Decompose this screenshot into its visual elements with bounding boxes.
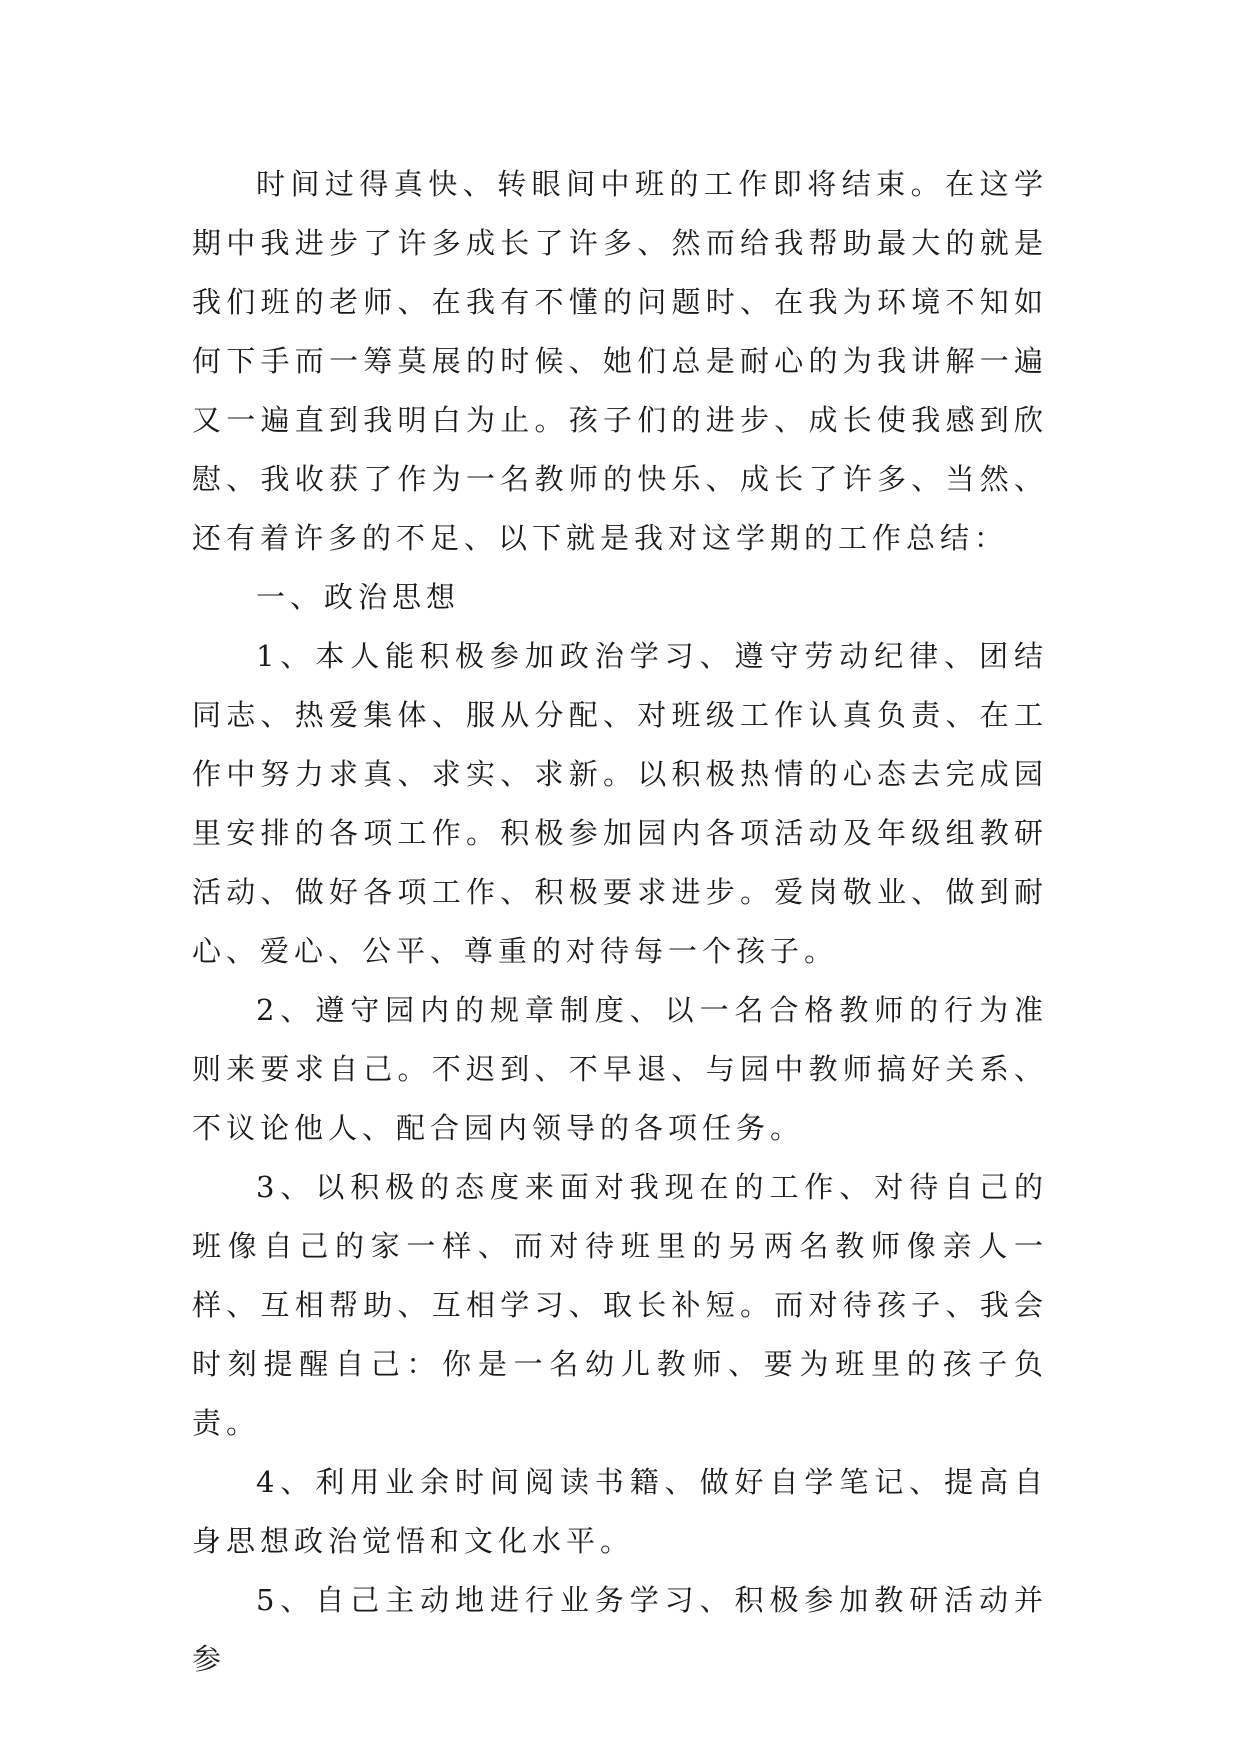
document-body — [192, 155, 1048, 1689]
paragraph-item-2: 2、遵守园内的规章制度、以一名合格教师的行为准则来要求自己。不迟到、不早退、与园中教师搞好关系、不议论他人、配合园内领导的各项任务。 — [192, 993, 1048, 1145]
paragraph-item-4: 4、利用业余时间阅读书籍、做好自学笔记、提高自身思想政治觉悟和文化水平。 — [192, 1465, 1048, 1558]
paragraph-item-3: 3、以积极的态度来面对我现在的工作、对待自己的班像自己的家一样、而对待班里的另两名教师像亲人一样、互相帮助、互相学习、取长补短。而对待孩子、我会时刻提醒自己：你是一名幼儿教师、要为班里的孩子负责。 — [192, 1170, 1048, 1440]
intro-paragraph: 时间过得真快、转眼间中班的工作即将结束。在这学期中我进步了许多成长了许多、然而给我帮助最大的就是我们班的老师、在我有不懂的问题时、在我为环境不知如何下手而一筹莫展的时候、她们总是耐心的为我讲解一遍又一遍直到我明白为止。孩子们的进步、成长使我感到欣慰、我收获了作为一名教师的快乐、成长了许多、当然、还有着许多的不足、以下就是我对这学期的工作总结： — [192, 167, 1048, 555]
paragraph-item-1: 1、本人能积极参加政治学习、遵守劳动纪律、团结同志、热爱集体、服从分配、对班级工作认真负责、在工作中努力求真、求实、求新。以积极热情的心态去完成园里安排的各项工作。积极参加园内各项活动及年级组教研活动、做好各项工作、积极要求进步。爱岗敬业、做到耐心、爱心、公平、尊重的对待每一个孩子。 — [192, 639, 1048, 968]
section-heading: 一、政治思想 — [256, 580, 461, 614]
paragraph-item-5: 5、自己主动地进行业务学习、积极参加教研活动并参 — [192, 1583, 1048, 1676]
